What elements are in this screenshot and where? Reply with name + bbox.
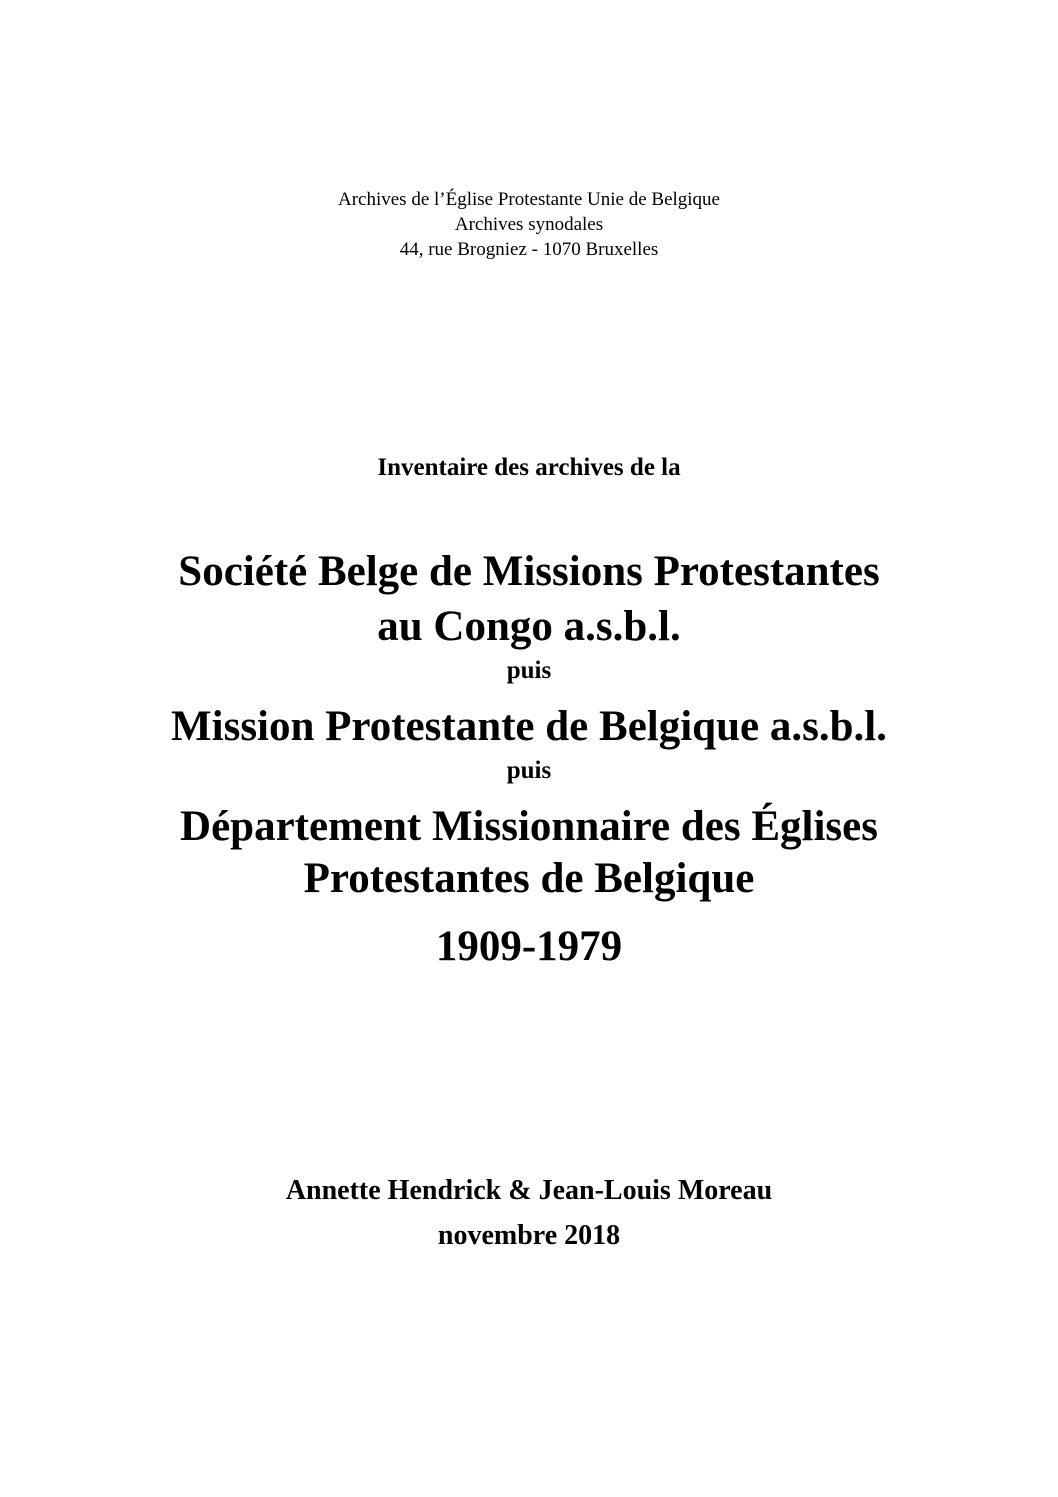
publication-date: novembre 2018 (437, 1220, 621, 1251)
title-line-1: Société Belge de Missions Protestantes (178, 548, 880, 595)
title-line-4: Département Missionnaire des Églises (180, 803, 878, 850)
title-connector-1: puis (506, 657, 552, 684)
archive-address-line: 44, rue Brogniez - 1070 Bruxelles (399, 239, 659, 260)
title-line-3: Mission Protestante de Belgique a.s.b.l. (171, 703, 887, 750)
inventory-intro: Inventaire des archives de la (377, 454, 681, 481)
archive-department-line: Archives synodales (454, 214, 604, 235)
authors: Annette Hendrick & Jean-Louis Moreau (285, 1175, 773, 1206)
title-years: 1909-1979 (435, 923, 623, 970)
title-line-2: au Congo a.s.b.l. (377, 603, 681, 650)
title-line-5: Protestantes de Belgique (303, 855, 755, 902)
title-connector-2: puis (506, 757, 552, 784)
archive-institution-line: Archives de l’Église Protestante Unie de Belgique (337, 189, 720, 210)
